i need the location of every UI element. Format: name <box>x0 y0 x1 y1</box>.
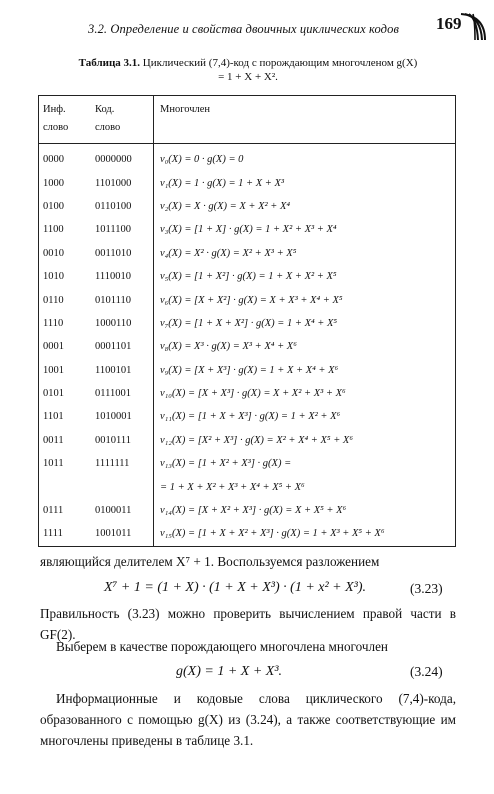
info-word-cell: 0111 <box>39 499 92 522</box>
info-word-cell <box>39 475 92 498</box>
table-row <box>39 475 456 498</box>
table-row <box>39 499 456 522</box>
info-word-cell: 1010 <box>39 265 92 288</box>
table-body <box>39 144 456 547</box>
polynomial-cell: v₃(X) = [1 + X] · g(X) = 1 + X² + X³ + X⁴ <box>154 218 456 241</box>
table-row <box>39 288 456 311</box>
table-row <box>39 144 456 172</box>
table-caption-text: Циклический (7,4)-код с порождающим многочленом g(X) = 1 + X + X². <box>142 57 418 83</box>
equation-3-23-number: (3.23) <box>410 581 443 596</box>
header-info-line2: слово <box>43 122 69 133</box>
page-number: 169 <box>436 14 462 33</box>
code-word-cell: 1100101 <box>91 359 154 382</box>
table-row <box>39 195 456 218</box>
polynomial-cell: v₈(X) = X³ · g(X) = X³ + X⁴ + X⁶ <box>154 335 456 358</box>
code-word-cell: 1001011 <box>91 522 154 546</box>
polynomial-cell: v₂(X) = X · g(X) = X + X² + X⁴ <box>154 195 456 218</box>
table-caption <box>78 56 418 84</box>
polynomial-cell: v₄(X) = X² · g(X) = X² + X³ + X⁵ <box>154 242 456 265</box>
code-word-cell: 1111111 <box>91 452 154 475</box>
table-row <box>39 335 456 358</box>
header-info-word <box>39 96 92 144</box>
table-caption-label: Таблица 3.1. <box>78 57 141 69</box>
equation-3-24: g(X) = 1 + X + X³. <box>176 664 283 679</box>
code-word-cell: 1000110 <box>91 312 154 335</box>
info-word-cell: 1011 <box>39 452 92 475</box>
polynomial-cell: v₆(X) = [X + X²] · g(X) = X + X³ + X⁴ + X⁵ <box>154 288 456 311</box>
polynomial-cell: v₁₃(X) = [1 + X² + X³] · g(X) = <box>154 452 456 475</box>
paragraph-choose-generator: Выберем в качестве порождающего многочлена многочлен <box>56 639 388 654</box>
header-code-line2: слово <box>95 122 121 133</box>
info-word-cell: 0110 <box>39 288 92 311</box>
running-head: 3.2. Определение и свойства двоичных циклических кодов <box>88 22 399 36</box>
info-word-cell: 0000 <box>39 144 92 172</box>
header-polynomial <box>154 96 456 144</box>
table-row <box>39 312 456 335</box>
info-word-cell: 0100 <box>39 195 92 218</box>
info-word-cell: 1101 <box>39 405 92 428</box>
polynomial-cell: v₁₄(X) = [X + X² + X³] · g(X) = X + X⁵ + X⁶ <box>154 499 456 522</box>
table-row <box>39 359 456 382</box>
code-word-cell: 0110100 <box>91 195 154 218</box>
paragraph-verification: Правильность (3.23) можно проверить вычислением правой части в GF(2). <box>40 606 456 642</box>
table-row <box>39 382 456 405</box>
polynomial-cell: v₁₅(X) = [1 + X + X² + X³] · g(X) = 1 + X³ + X⁵ + X⁶ <box>154 522 456 546</box>
code-word-cell: 0111001 <box>91 382 154 405</box>
paragraph-table-reference: Информационные и кодовые слова циклического (7,4)-кода, образованного с помощью g(X) из (3.24), а также соответствующие им многочлены приведены в таблице 3.1. <box>40 691 456 748</box>
info-word-cell: 1100 <box>39 218 92 241</box>
table-row <box>39 242 456 265</box>
code-word-cell: 0011010 <box>91 242 154 265</box>
info-word-cell: 1001 <box>39 359 92 382</box>
polynomial-cell: = 1 + X + X² + X³ + X⁴ + X⁵ + X⁶ <box>154 475 456 498</box>
header-poly-label: Многочлен <box>160 104 211 115</box>
info-word-cell: 1000 <box>39 171 92 194</box>
code-word-cell: 0000000 <box>91 144 154 172</box>
polynomial-cell: v₅(X) = [1 + X²] · g(X) = 1 + X + X² + X⁵ <box>154 265 456 288</box>
code-word-cell <box>91 475 154 498</box>
header-info-line1: Инф. <box>43 104 66 115</box>
code-word-cell: 1010001 <box>91 405 154 428</box>
table-row <box>39 265 456 288</box>
info-word-cell: 0001 <box>39 335 92 358</box>
header-code-line1: Код. <box>95 104 115 115</box>
table-row <box>39 452 456 475</box>
polynomial-cell: v₉(X) = [X + X³] · g(X) = 1 + X + X⁴ + X⁶ <box>154 359 456 382</box>
polynomial-cell: v₁(X) = 1 · g(X) = 1 + X + X³ <box>154 171 456 194</box>
page-corner-mark-icon <box>455 10 489 44</box>
polynomial-cell: v₀(X) = 0 · g(X) = 0 <box>154 144 456 172</box>
equation-3-23: X⁷ + 1 = (1 + X) · (1 + X + X³) · (1 + x² + X³). <box>104 580 367 595</box>
table-header-row <box>39 96 456 144</box>
paragraph-divisor: являющийся делителем X⁷ + 1. Воспользуемся разложением <box>40 554 380 569</box>
code-table <box>38 95 456 547</box>
table-row <box>39 522 456 546</box>
code-word-cell: 1110010 <box>91 265 154 288</box>
table-row <box>39 405 456 428</box>
code-word-cell: 1011100 <box>91 218 154 241</box>
code-word-cell: 1101000 <box>91 171 154 194</box>
polynomial-cell: v₁₂(X) = [X² + X³] · g(X) = X² + X⁴ + X⁵ + X⁶ <box>154 429 456 452</box>
table-row <box>39 171 456 194</box>
polynomial-cell: v₁₀(X) = [X + X³] · g(X) = X + X² + X³ + X⁶ <box>154 382 456 405</box>
code-word-cell: 0001101 <box>91 335 154 358</box>
info-word-cell: 0010 <box>39 242 92 265</box>
equation-3-24-number: (3.24) <box>410 664 443 679</box>
code-word-cell: 0010111 <box>91 429 154 452</box>
info-word-cell: 1110 <box>39 312 92 335</box>
code-word-cell: 0101110 <box>91 288 154 311</box>
code-word-cell: 0100011 <box>91 499 154 522</box>
table-row <box>39 429 456 452</box>
polynomial-cell: v₇(X) = [1 + X + X²] · g(X) = 1 + X⁴ + X⁵ <box>154 312 456 335</box>
polynomial-cell: v₁₁(X) = [1 + X + X³] · g(X) = 1 + X² + X⁶ <box>154 405 456 428</box>
info-word-cell: 0101 <box>39 382 92 405</box>
table-row <box>39 218 456 241</box>
info-word-cell: 1111 <box>39 522 92 546</box>
header-code-word <box>91 96 154 144</box>
info-word-cell: 0011 <box>39 429 92 452</box>
